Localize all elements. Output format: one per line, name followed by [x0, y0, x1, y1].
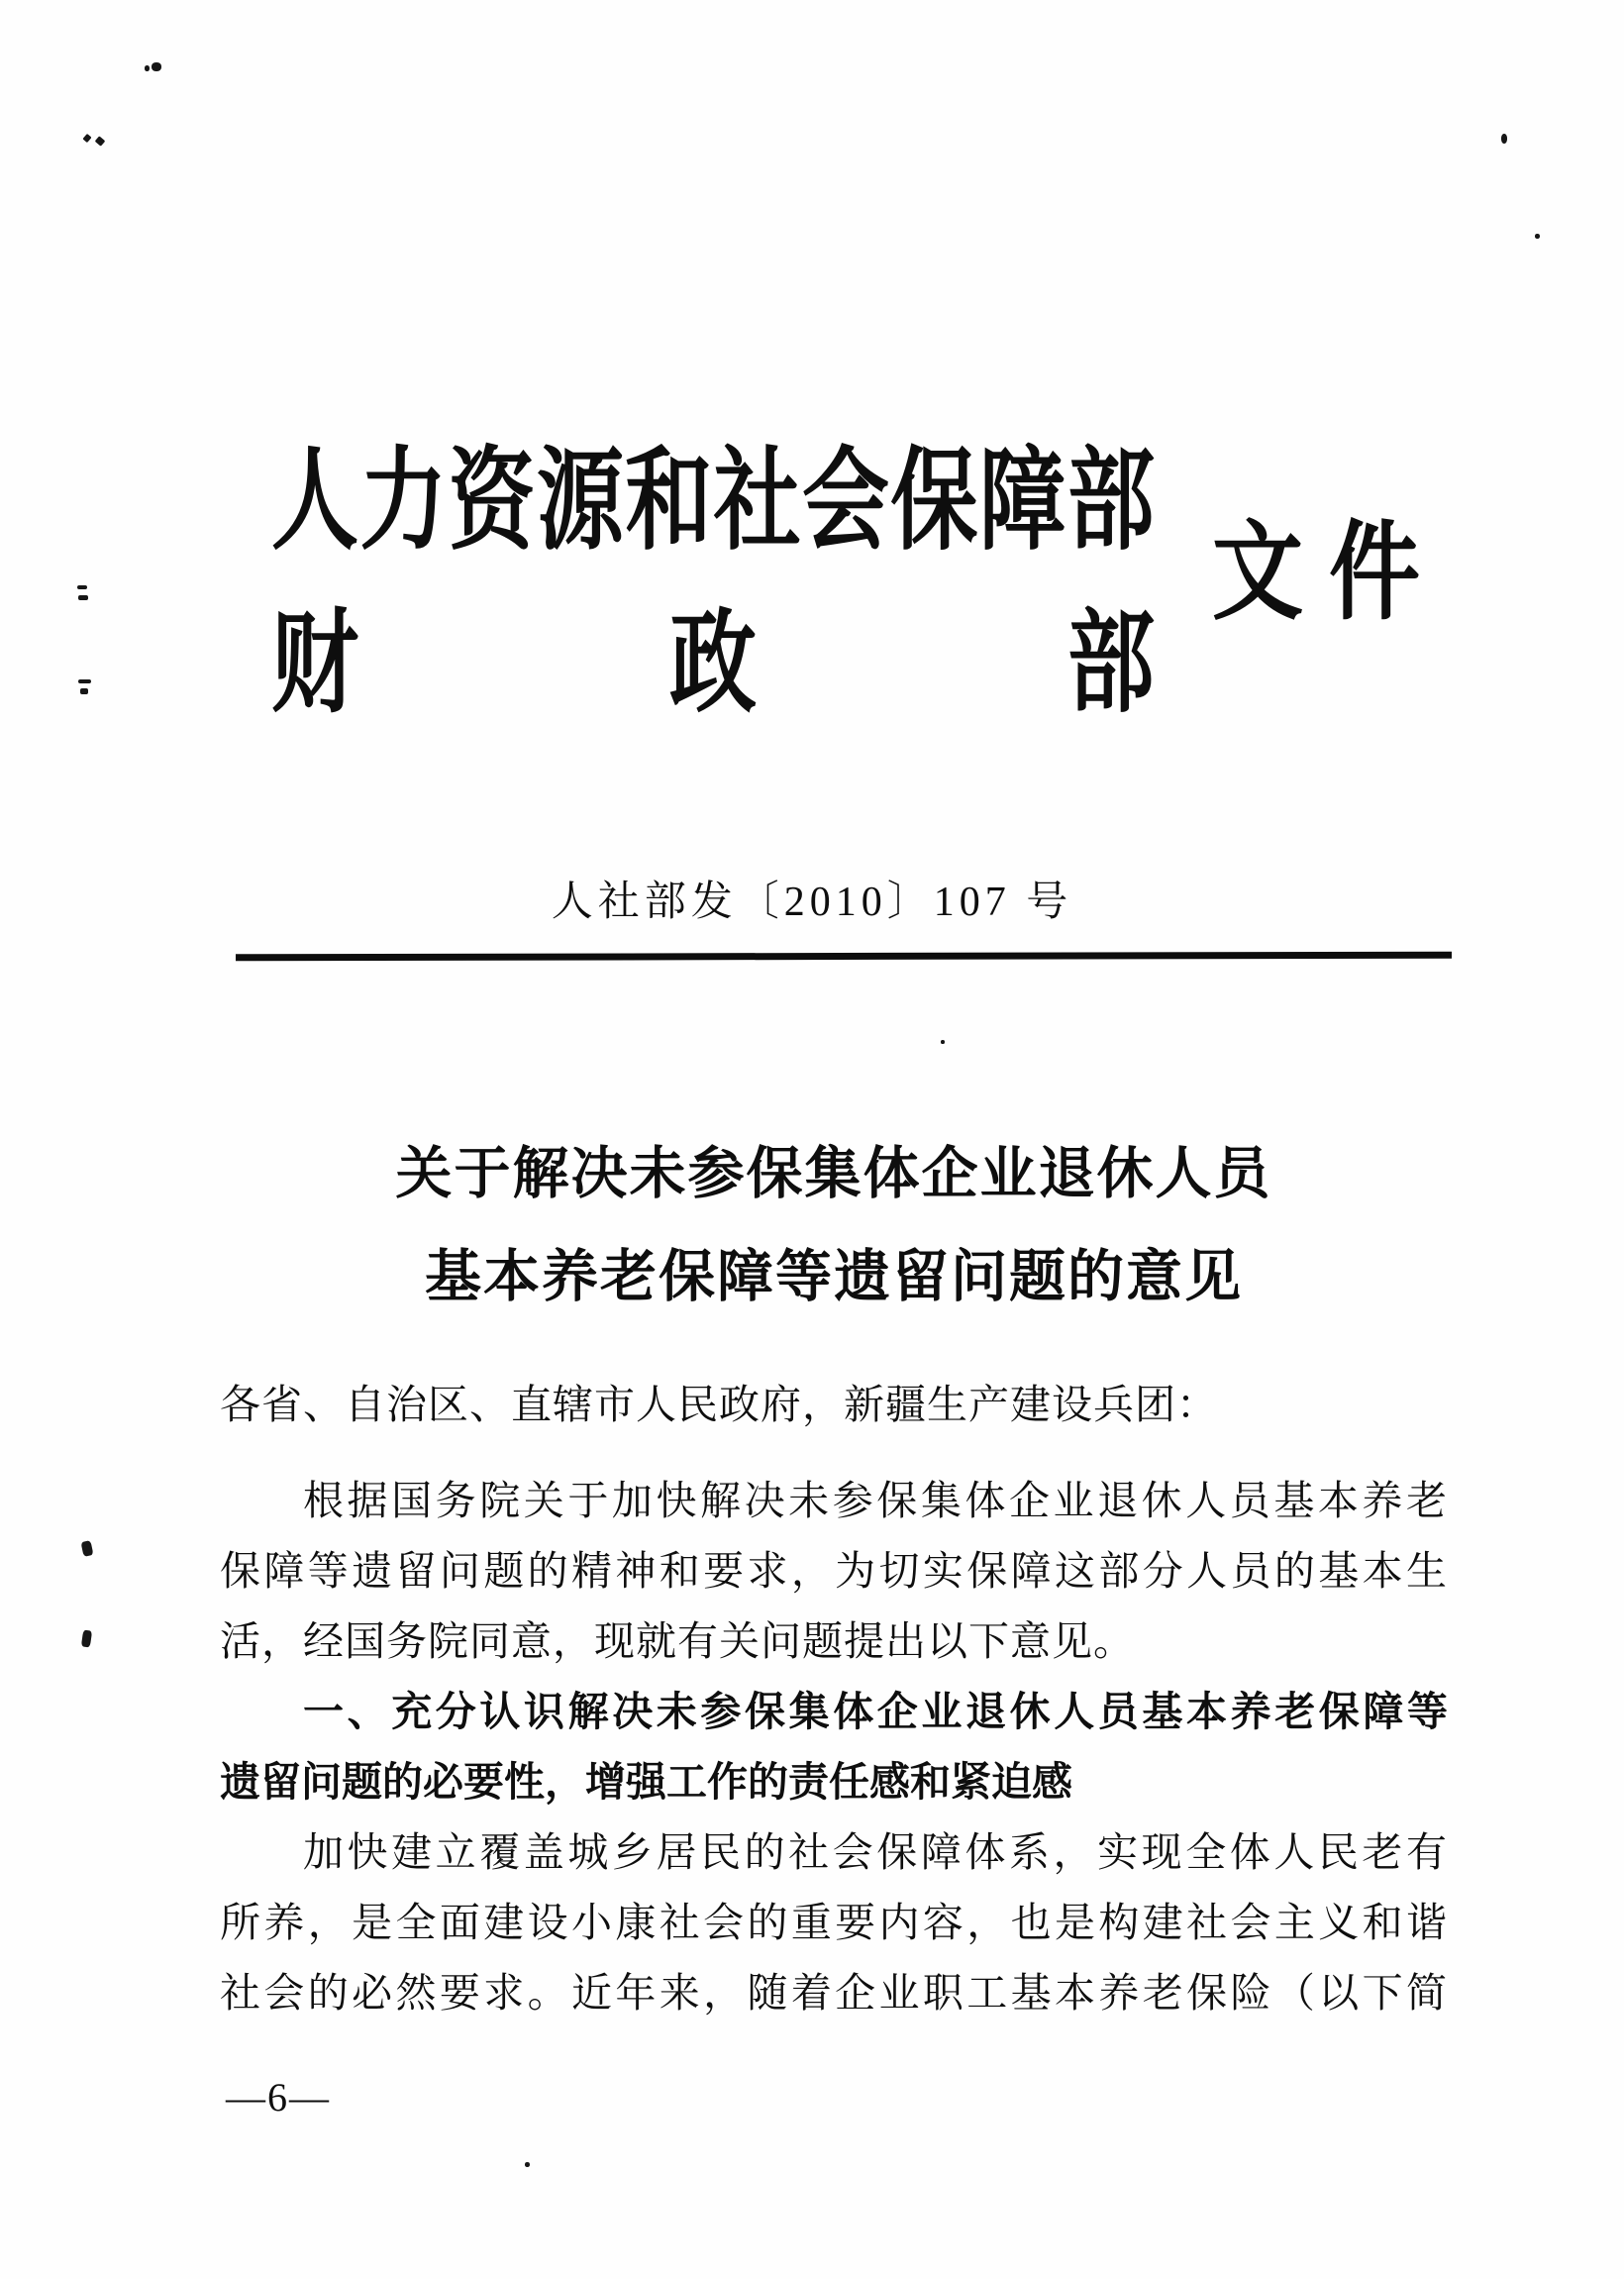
document-title-line1: 关于解决未参保集体企业退休人员 — [395, 1143, 1272, 1205]
letterhead-agency-line1: 人力资源和社会保障部 — [271, 441, 1155, 565]
ink-speck — [95, 136, 106, 147]
paragraph1-line3: 活，经国务院同意，现就有关问题提出以下意见。 — [220, 1618, 1135, 1664]
ink-speck — [152, 62, 161, 71]
ink-speck — [941, 1040, 945, 1044]
salutation-line: 各省、自治区、直辖市人民政府，新疆生产建设兵团： — [220, 1382, 1218, 1427]
ink-speck — [81, 1629, 92, 1647]
section-heading1-line2: 遗留问题的必要性，增强工作的责任感和紧迫感 — [220, 1759, 1072, 1805]
document-body — [220, 1370, 1448, 2028]
ink-speck — [82, 134, 91, 143]
paragraph2-line1: 加快建立覆盖城乡居民的社会保障体系，实现全体人民老有 — [303, 1829, 1448, 1875]
document-title — [218, 1123, 1450, 1329]
section-heading1-line1: 一、充分认识解决未参保集体企业退休人员基本养老保障等 — [303, 1689, 1448, 1734]
ink-speck — [81, 1540, 94, 1557]
letterhead-agency-line2: 财政部 — [271, 603, 1155, 727]
paragraph2-line3: 社会的必然要求。近年来，随着企业职工基本养老保险（以下简 — [220, 1970, 1448, 2016]
paragraph1-line1: 根据国务院关于加快解决未参保集体企业退休人员基本养老 — [303, 1478, 1448, 1523]
ink-speck — [525, 2162, 530, 2167]
ink-speck — [78, 595, 88, 600]
ink-speck — [1535, 234, 1540, 239]
ink-speck — [80, 688, 88, 694]
ink-speck — [145, 65, 150, 71]
letterhead-rule — [236, 952, 1452, 962]
page-number: —6— — [226, 2075, 331, 2120]
ink-speck — [77, 585, 87, 589]
ink-speck — [78, 679, 91, 683]
letterhead-document-label: 文件 — [1212, 513, 1447, 633]
paragraph1-line2: 保障等遗留问题的精神和要求，为切实保障这部分人员的基本生 — [220, 1548, 1448, 1594]
paragraph2-line2: 所养，是全面建设小康社会的重要内容，也是构建社会主义和谐 — [220, 1900, 1448, 1945]
ink-speck — [1501, 134, 1507, 144]
document-title-line2: 基本养老保障等遗留问题的意见 — [425, 1246, 1243, 1308]
document-number: 人社部发〔2010〕107 号 — [551, 880, 1073, 925]
